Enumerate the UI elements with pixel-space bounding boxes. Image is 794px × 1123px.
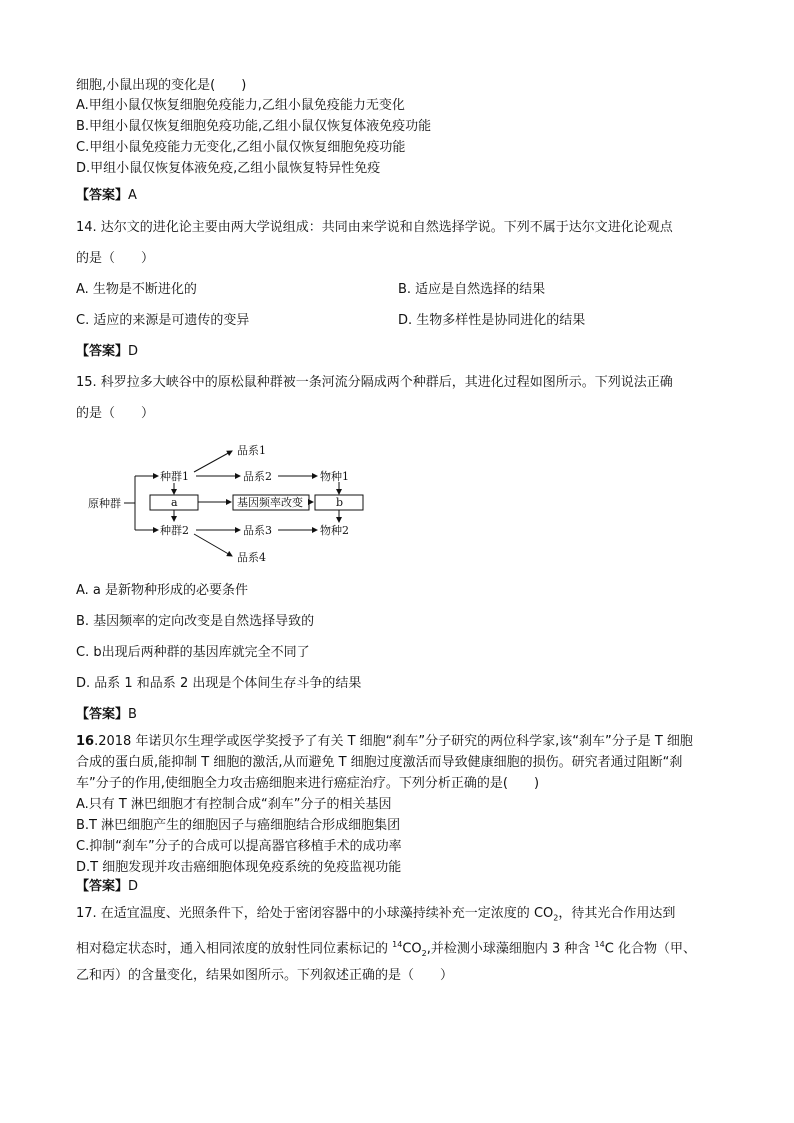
q16-option-a: A.只有 T 淋巴细胞才有控制合成“刹车”分子的相关基因 [76, 797, 392, 812]
answer-label: 【答案】 [76, 879, 129, 894]
answer-value: B [128, 707, 137, 722]
q16-option-c: C.抑制“刹车”分子的合成可以提高器官移植手术的成功率 [76, 839, 402, 854]
answer-value: D [128, 344, 139, 359]
pop1-to-strain1-arrow [194, 451, 232, 472]
q17-stem-line2: 相对稳定状态时，通入相同浓度的放射性同位素标记的 $^{14}CO_2$,并检测小球藻细胞内 3 种含 $^{14}$C 化合物（甲、 [76, 940, 696, 958]
q13-answer [76, 187, 137, 205]
q16-stem-line2: 合成的蛋白质,能抑制 T 细胞的激活,从而避免 T 细胞过度激活而导致健康细胞的损伤。研究者通过阻断“刹 [76, 755, 683, 770]
answer-value: D [128, 879, 139, 894]
evolution-diagram [80, 440, 380, 570]
q13-stem: 细胞,小鼠出现的变化是( ) [76, 78, 247, 93]
species-2: 物种2 [320, 524, 349, 537]
q13-option-c: C.甲组小鼠免疫能力无变化,乙组小鼠仅恢复细胞免疫功能 [76, 140, 406, 155]
q15-option-a: A. a 是新物种形成的必要条件 [76, 583, 249, 598]
q14-stem-line1: 14. 达尔文的进化论主要由两大学说组成：共同由来学说和自然选择学说。下列不属于达尔文进化论观点 [76, 220, 673, 235]
q14-option-d: D. 生物多样性是协同进化的结果 [398, 313, 586, 328]
q15-stem-line1: 15. 科罗拉多大峡谷中的原松鼠种群被一条河流分隔成两个种群后，其进化过程如图所示。下列说法正确 [76, 375, 673, 390]
box-b-label: b [336, 496, 344, 509]
box-a-label: a [171, 496, 178, 509]
q14-option-a: A. 生物是不断进化的 [76, 282, 197, 297]
strain-1: 品系1 [237, 444, 266, 457]
pop2-to-strain4-arrow [194, 534, 232, 556]
strain-3: 品系3 [243, 524, 272, 537]
q13-option-d: D.甲组小鼠仅恢复体液免疫,乙组小鼠恢复特异性免疫 [76, 161, 381, 176]
population-1: 种群1 [160, 470, 189, 483]
origin-population: 原种群 [88, 497, 121, 510]
population-2: 种群2 [160, 524, 189, 537]
answer-label: 【答案】 [76, 707, 129, 722]
q16-answer [76, 878, 138, 896]
q14-answer [76, 343, 138, 361]
q14-stem-line2: 的是（ ） [76, 251, 155, 266]
strain-2: 品系2 [243, 470, 272, 483]
answer-label: 【答案】 [76, 344, 129, 359]
q16-number: 16 [76, 734, 95, 749]
q15-option-d: D. 品系 1 和品系 2 出现是个体间生存斗争的结果 [76, 676, 362, 691]
species-1: 物种1 [320, 470, 349, 483]
strain-4: 品系4 [237, 551, 266, 564]
q13-option-a: A.甲组小鼠仅恢复细胞免疫能力,乙组小鼠免疫能力无变化 [76, 98, 405, 113]
q15-answer [76, 706, 137, 724]
q14-option-c: C. 适应的来源是可遗传的变异 [76, 313, 250, 328]
q15-option-b: B. 基因频率的定向改变是自然选择导致的 [76, 614, 315, 629]
q16-stem-line3: 车”分子的作用,使细胞全力攻击癌细胞来进行癌症治疗。下列分析正确的是( ) [76, 776, 540, 791]
q14-option-b: B. 适应是自然选择的结果 [398, 282, 546, 297]
q13-option-b: B.甲组小鼠仅恢复细胞免疫功能,乙组小鼠仅恢复体液免疫功能 [76, 119, 432, 134]
q17-stem-line3: 乙和丙）的含量变化，结果如图所示。下列叙述正确的是（ ） [76, 968, 454, 983]
q16-option-d: D.T 细胞发现并攻击癌细胞体现免疫系统的免疫监视功能 [76, 860, 402, 875]
q16-option-b: B.T 淋巴细胞产生的细胞因子与癌细胞结合形成细胞集团 [76, 818, 401, 833]
q17-stem-line1: 17. 在适宜温度、光照条件下，给处于密闭容器中的小球藻持续补充一定浓度的 $CO_2$，待其光合作用达到 [76, 906, 676, 923]
q16-stem-line1: 16.2018 年诺贝尔生理学或医学奖授予了有关 T 细胞“刹车”分子研究的两位科学家,该“刹车”分子是 T 细胞 [76, 734, 693, 749]
q15-stem-line2: 的是（ ） [76, 406, 155, 421]
answer-value: A [128, 188, 137, 203]
answer-label: 【答案】 [76, 188, 129, 203]
q15-option-c: C. b出现后两种群的基因库就完全不同了 [76, 645, 310, 660]
box-gene-frequency-label: 基因频率改变 [237, 496, 303, 509]
